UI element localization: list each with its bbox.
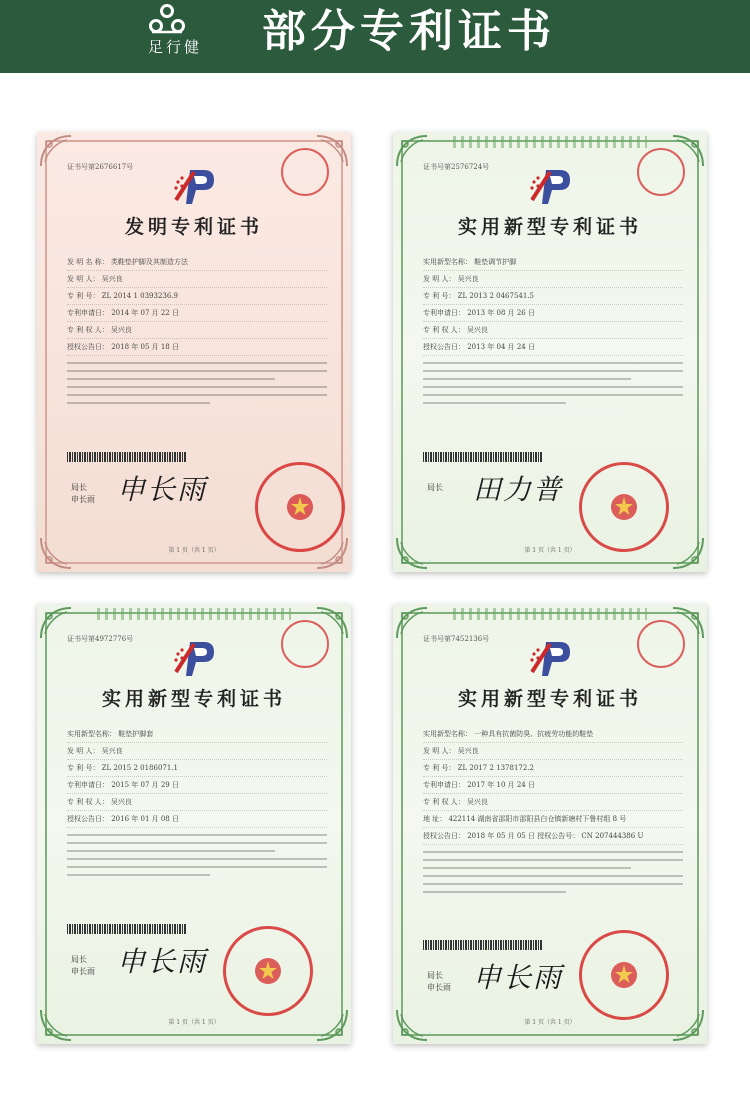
signatory-label: 局长 申长雨 xyxy=(71,955,95,976)
signature: 申长雨 xyxy=(117,473,208,506)
certificate-number: 证书号第2576724号 xyxy=(423,163,490,171)
body-text-line xyxy=(67,370,327,372)
body-text-line xyxy=(67,362,327,364)
certificate-field: 专 利 权 人： 吴兴良 xyxy=(423,322,683,339)
official-seal xyxy=(579,462,669,552)
decorative-band xyxy=(453,608,647,620)
barcode xyxy=(423,940,543,950)
patent-certificate xyxy=(393,604,707,1044)
barcode xyxy=(423,452,543,462)
certificate-field: 专利申请日： 2015 年 07 月 29 日 xyxy=(67,777,327,794)
certificate-field: 专 利 权 人： 吴兴良 xyxy=(67,794,327,811)
page-footer: 第 1 页（共 1 页） xyxy=(168,1019,220,1026)
certificate-title: 发明专利证书 xyxy=(124,216,263,238)
certificate-fields xyxy=(67,726,327,882)
patent-office-logo-icon xyxy=(528,638,572,678)
small-red-stamp xyxy=(281,620,329,668)
signatory-label: 局长 申长雨 xyxy=(71,483,95,504)
brand-name: 足行健 xyxy=(147,38,202,56)
certificate-title: 实用新型专利证书 xyxy=(101,688,286,710)
body-text-line xyxy=(67,834,327,836)
body-text-line xyxy=(423,370,683,372)
certificate-field: 专 利 权 人： 吴兴良 xyxy=(67,322,327,339)
body-text-line xyxy=(423,394,683,396)
patent-office-logo-icon xyxy=(172,166,216,206)
small-red-stamp xyxy=(637,620,685,668)
body-text-line xyxy=(67,842,327,844)
body-text-line xyxy=(423,402,566,404)
body-text-line xyxy=(423,378,631,380)
signature: 田力普 xyxy=(473,473,564,506)
certificate-body xyxy=(67,362,327,404)
body-text-line xyxy=(67,378,275,380)
certificate-field: 实用新型名称： 鞋垫护脚套 xyxy=(67,726,327,743)
page-title: 部分专利证书 xyxy=(262,6,556,57)
seal-emblem-icon xyxy=(610,493,638,521)
small-red-stamp xyxy=(281,148,329,196)
seal-emblem-icon xyxy=(254,957,282,985)
certificate-field: 专 利 权 人： 吴兴良 xyxy=(423,794,683,811)
certificate-field: 专 利 号： ZL 2013 2 0467541.5 xyxy=(423,288,683,305)
seal-emblem-icon xyxy=(610,961,638,989)
certificate-field: 授权公告日： 2018 年 05 月 18 日 xyxy=(67,339,327,356)
certificate-body xyxy=(423,851,683,893)
page-footer: 第 1 页（共 1 页） xyxy=(168,547,220,554)
certificate-body xyxy=(67,834,327,876)
patent-certificate xyxy=(37,604,351,1044)
certificate-field: 专 利 号： ZL 2014 1 0393236.9 xyxy=(67,288,327,305)
decorative-band xyxy=(97,608,291,620)
body-text-line xyxy=(423,891,566,893)
signatory-label: 局长 xyxy=(427,483,443,492)
certificate-title: 实用新型专利证书 xyxy=(457,216,642,238)
certificate-field: 发 明 名 称： 类鞋垫护脚及其制造方法 xyxy=(67,254,327,271)
certificate-field: 授权公告日： 2016 年 01 月 08 日 xyxy=(67,811,327,828)
certificate-field: 专 利 号： ZL 2015 2 0186071.1 xyxy=(67,760,327,777)
decorative-band xyxy=(453,136,647,148)
body-text-line xyxy=(423,867,631,869)
signature: 申长雨 xyxy=(473,961,564,994)
certificate-title: 实用新型专利证书 xyxy=(457,688,642,710)
certificate-field: 授权公告日： 2013 年 04 月 24 日 xyxy=(423,339,683,356)
body-text-line xyxy=(423,875,683,877)
certificate-fields xyxy=(423,726,683,899)
body-text-line xyxy=(423,851,683,853)
official-seal xyxy=(223,926,313,1016)
certificate-field: 专 利 号： ZL 2017 2 1378172.2 xyxy=(423,760,683,777)
certificate-fields xyxy=(67,254,327,410)
certificate-field: 专利申请日： 2014 年 07 月 22 日 xyxy=(67,305,327,322)
certificate-field: 发 明 人： 吴兴良 xyxy=(423,271,683,288)
body-text-line xyxy=(67,386,327,388)
certificate-field: 专利申请日： 2013 年 08 月 26 日 xyxy=(423,305,683,322)
body-text-line xyxy=(67,866,327,868)
body-text-line xyxy=(67,402,210,404)
patent-office-logo-icon xyxy=(528,166,572,206)
certificate-field: 专利申请日： 2017 年 10 月 24 日 xyxy=(423,777,683,794)
page-footer: 第 1 页（共 1 页） xyxy=(524,1019,576,1026)
decorative-band xyxy=(97,136,291,148)
certificate-field: 实用新型名称： 鞋垫调节护脚 xyxy=(423,254,683,271)
body-text-line xyxy=(423,386,683,388)
certificate-body xyxy=(423,362,683,404)
page-header xyxy=(0,0,750,73)
body-text-line xyxy=(423,859,683,861)
body-text-line xyxy=(423,362,683,364)
barcode xyxy=(67,924,187,934)
signatory-label: 局长 申长雨 xyxy=(427,971,451,992)
certificate-field: 实用新型名称： 一种具有抗菌防臭、抗疲劳功能的鞋垫 xyxy=(423,726,683,743)
brand-logo-icon xyxy=(148,4,186,34)
official-seal xyxy=(255,462,345,552)
body-text-line xyxy=(67,858,327,860)
body-text-line xyxy=(67,394,327,396)
certificate-field: 授权公告日： 2018 年 05 月 05 日 授权公告号： CN 207444386 U xyxy=(423,828,683,845)
body-text-line xyxy=(67,850,275,852)
small-red-stamp xyxy=(637,148,685,196)
patent-certificate xyxy=(393,132,707,572)
patent-office-logo-icon xyxy=(172,638,216,678)
barcode xyxy=(67,452,187,462)
certificate-field: 发 明 人： 吴兴良 xyxy=(67,271,327,288)
body-text-line xyxy=(67,874,210,876)
patent-certificate xyxy=(37,132,351,572)
certificate-fields xyxy=(423,254,683,410)
signature: 申长雨 xyxy=(117,945,208,978)
body-text-line xyxy=(423,883,683,885)
certificate-field: 地 址： 422114 湖南省邵阳市邵阳县白仓镇新塘村下鲁村组 8 号 xyxy=(423,811,683,828)
seal-emblem-icon xyxy=(286,493,314,521)
certificate-number: 证书号第2676617号 xyxy=(67,163,134,171)
certificate-field: 发 明 人： 吴兴良 xyxy=(423,743,683,760)
certificate-field: 发 明 人： 吴兴良 xyxy=(67,743,327,760)
page-footer: 第 1 页（共 1 页） xyxy=(524,547,576,554)
official-seal xyxy=(579,930,669,1020)
certificate-number: 证书号第4972776号 xyxy=(67,635,134,643)
certificate-number: 证书号第7452136号 xyxy=(423,635,490,643)
